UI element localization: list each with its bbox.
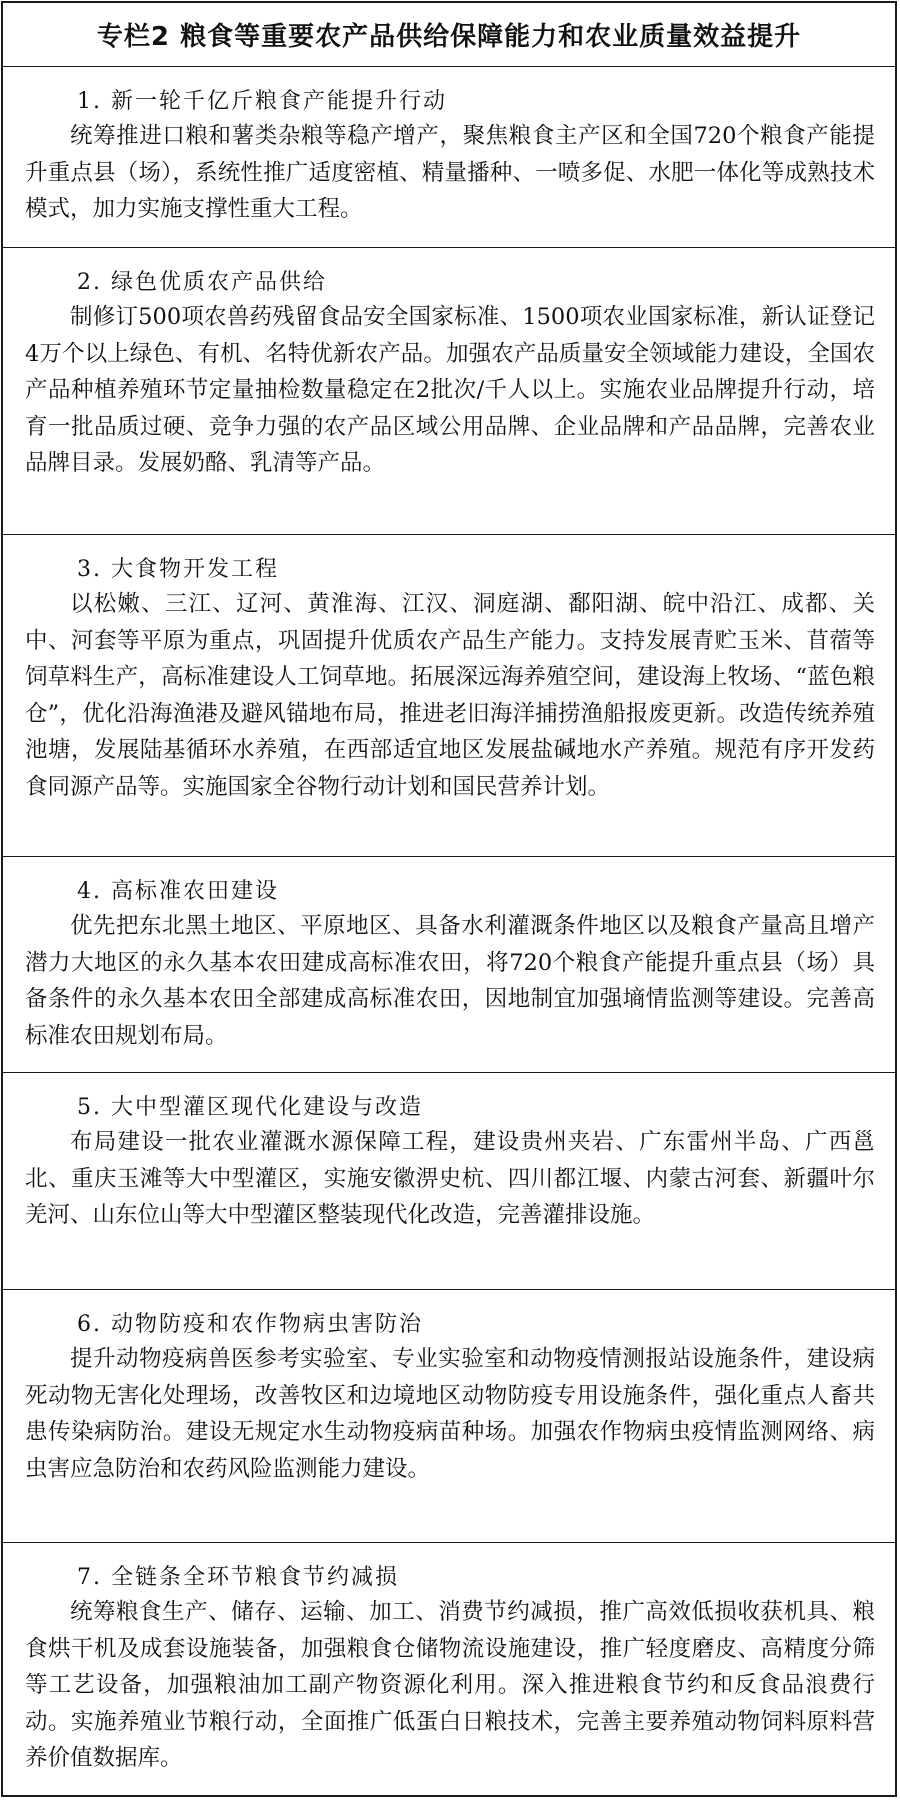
- section-heading: 7. 全链条全环节粮食节约减损: [77, 1565, 399, 1590]
- section-6: [3, 1290, 895, 1543]
- section-body: 统筹粮食生产、储存、运输、加工、消费节约减损，推广高效低损收获机具、粮食烘干机及成套设施装备，加强粮食仓储物流设施建设，推广轻度磨皮、高精度分筛等工艺设备，加强粮油加工副产物资源化利用。深入推进粮食节约和反食品浪费行动。实施养殖业节粮行动，全面推广低蛋白日粮技术，完善主要养殖动物饲料原料营养价值数据库。: [25, 1599, 875, 1771]
- section-heading: 5. 大中型灌区现代化建设与改造: [77, 1095, 423, 1120]
- section-heading: 2. 绿色优质农产品供给: [77, 270, 327, 295]
- section-heading: 4. 高标准农田建设: [77, 879, 279, 904]
- section-7: [3, 1543, 895, 1795]
- section-heading: 1. 新一轮千亿斤粮食产能提升行动: [77, 89, 447, 114]
- section-body: 布局建设一批农业灌溉水源保障工程，建设贵州夹岩、广东雷州半岛、广西邕北、重庆玉滩等大中型灌区，实施安徽淠史杭、四川都江堰、内蒙古河套、新疆叶尔羌河、山东位山等大中型灌区整装现代化改造，完善灌排设施。: [25, 1129, 875, 1228]
- section-3: [3, 535, 895, 857]
- section-body: 优先把东北黑土地区、平原地区、具备水利灌溉条件地区以及粮食产量高且增产潜力大地区的永久基本农田建成高标准农田，将720个粮食产能提升重点县（场）具备条件的永久基本农田全部建成高标准农田，因地制宜加强墒情监测等建设。完善高标准农田规划布局。: [25, 913, 875, 1049]
- section-body: 统筹推进口粮和薯类杂粮等稳产增产，聚焦粮食主产区和全国720个粮食产能提升重点县（场），系统性推广适度密植、精量播种、一喷多促、水肥一体化等成熟技术模式，加力实施支撑性重大工程。: [25, 123, 875, 222]
- section-body: 以松嫩、三江、辽河、黄淮海、江汉、洞庭湖、鄱阳湖、皖中沿江、成都、关中、河套等平原为重点，巩固提升优质农产品生产能力。支持发展青贮玉米、苜蓿等饲草料生产，高标准建设人工饲草地。拓展深远海养殖空间，建设海上牧场、“蓝色粮仓”，优化沿海渔港及避风锚地布局，推进老旧海洋捕捞渔船报废更新。改造传统养殖池塘，发展陆基循环水养殖，在西部适宜地区发展盐碱地水产养殖。规范有序开发药食同源产品等。实施国家全谷物行动计划和国民营养计划。: [25, 591, 875, 800]
- section-body: 提升动物疫病兽医参考实验室、专业实验室和动物疫情测报站设施条件，建设病死动物无害化处理场，改善牧区和边境地区动物防疫专用设施条件，强化重点人畜共患传染病防治。建设无规定水生动物疫病苗种场。加强农作物病虫疫情监测网络、病虫害应急防治和农药风险监测能力建设。: [25, 1346, 875, 1482]
- section-4: [3, 857, 895, 1073]
- column-box: [1, 1, 897, 1797]
- section-5: [3, 1073, 895, 1290]
- section-body: 制修订500项农兽药残留食品安全国家标准、1500项农业国家标准，新认证登记4万个以上绿色、有机、名特优新农产品。加强农产品质量安全领域能力建设，全国农产品种植养殖环节定量抽检数量稳定在2批次/千人以上。实施农业品牌提升行动，培育一批品质过硬、竞争力强的农产品区域公用品牌、企业品牌和产品品牌，完善农业品牌目录。发展奶酪、乳清等产品。: [25, 304, 875, 476]
- column-title: 专栏2 粮食等重要农产品供给保障能力和农业质量效益提升: [3, 3, 895, 67]
- section-1: [3, 67, 895, 248]
- section-2: [3, 248, 895, 535]
- section-heading: 6. 动物防疫和农作物病虫害防治: [77, 1312, 423, 1337]
- section-heading: 3. 大食物开发工程: [77, 557, 279, 582]
